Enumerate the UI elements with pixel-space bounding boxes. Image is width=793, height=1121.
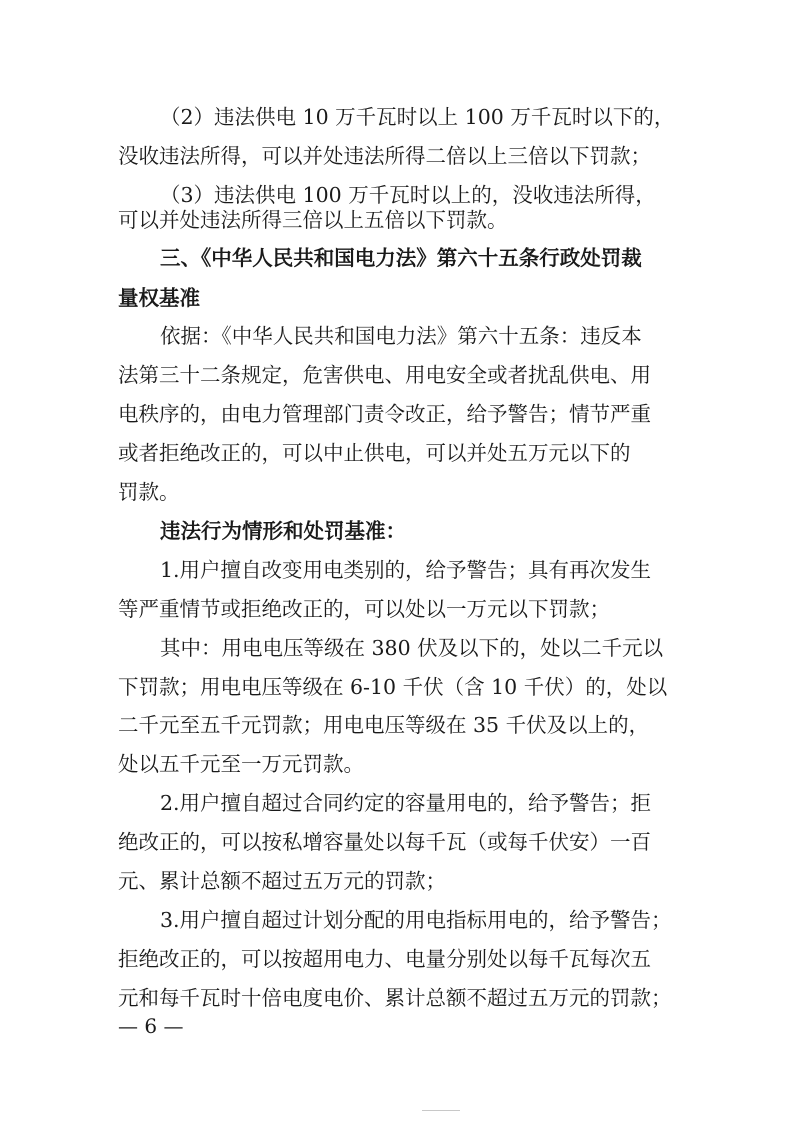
- subheading-line: 违法行为情形和处罚基准：: [160, 519, 406, 543]
- paragraph-line: 二千元至五千元罚款；用电电压等级在 35 千伏及以上的，: [118, 713, 650, 737]
- paragraph-line: 元、累计总额不超过五万元的罚款；: [118, 869, 446, 893]
- paragraph-line: 或者拒绝改正的，可以中止供电，可以并处五万元以下的: [118, 441, 631, 465]
- paragraph-line: （3）违法供电 100 万千瓦时以上的，没收违法所得，: [160, 183, 656, 207]
- paragraph-line: 罚款。: [118, 480, 180, 504]
- paragraph-line: 2.用户擅自超过合同约定的容量用电的，给予警告；拒: [160, 791, 652, 815]
- scan-mark: [422, 1110, 460, 1111]
- paragraph-line: 等严重情节或拒绝改正的，可以处以一万元以下罚款；: [118, 597, 610, 621]
- paragraph-line: 拒绝改正的，可以按超用电力、电量分别处以每千瓦每次五: [118, 947, 651, 971]
- paragraph-line: 其中：用电电压等级在 380 伏及以下的，处以二千元以: [160, 636, 664, 660]
- paragraph-line: 可以并处违法所得三倍以上五倍以下罚款。: [118, 208, 508, 232]
- paragraph-line: 处以五千元至一万元罚款。: [118, 752, 364, 776]
- section-heading-line: 量权基准: [118, 286, 200, 310]
- paragraph-line: 电秩序的，由电力管理部门责令改正，给予警告；情节严重: [118, 402, 651, 426]
- paragraph-line: 绝改正的，可以按私增容量处以每千瓦（或每千伏安）一百: [118, 830, 651, 854]
- paragraph-line: 法第三十二条规定，危害供电、用电安全或者扰乱供电、用: [118, 363, 651, 387]
- paragraph-line: 元和每千瓦时十倍电度电价、累计总额不超过五万元的罚款；: [118, 986, 672, 1010]
- page-number: — 6 —: [118, 1014, 184, 1038]
- paragraph-line: 依据：《中华人民共和国电力法》第六十五条：违反本: [160, 324, 642, 348]
- paragraph-line: 3.用户擅自超过计划分配的用电指标用电的，给予警告；: [160, 908, 672, 932]
- paragraph-line: 1.用户擅自改变用电类别的，给予警告；具有再次发生: [160, 558, 652, 582]
- paragraph-line: 没收违法所得，可以并处违法所得二倍以上三倍以下罚款；: [118, 144, 651, 168]
- paragraph-line: 下罚款；用电电压等级在 6-10 千伏（含 10 千伏）的，处以: [118, 675, 668, 699]
- section-heading-line: 三、《中华人民共和国电力法》第六十五条行政处罚裁: [160, 246, 642, 270]
- paragraph-line: （2）违法供电 10 万千瓦时以上 100 万千瓦时以下的，: [160, 105, 675, 129]
